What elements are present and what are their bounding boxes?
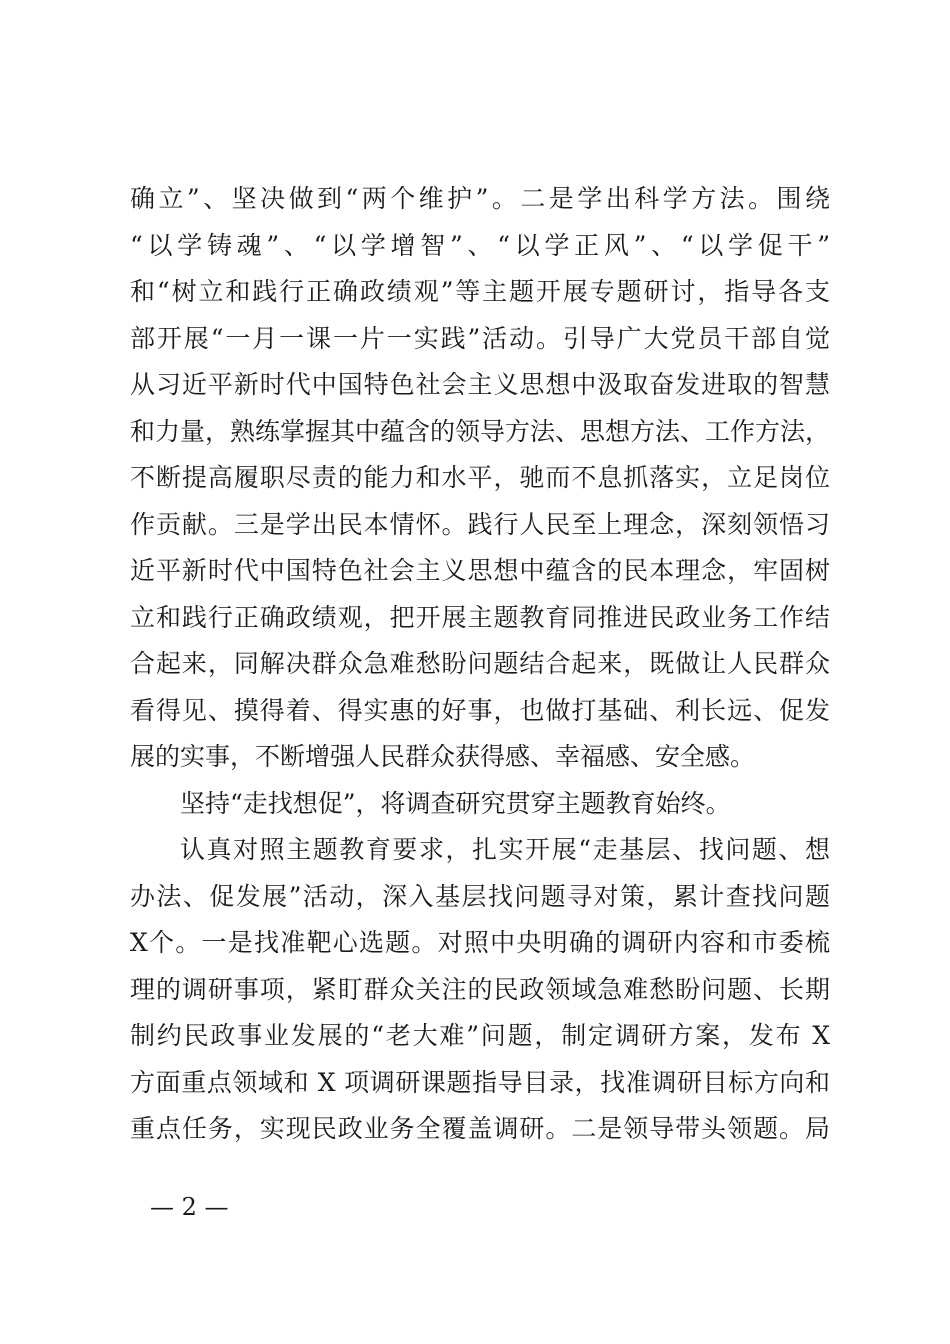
body-text-line: 方面重点领域和 X 项调研课题指导目录，找准调研目标方向和 [130, 1068, 830, 1097]
body-text-line: 办法、促发展”活动，深入基层找问题寻对策，累计查找问题 [130, 882, 830, 911]
body-text-line: 和“树立和践行正确政绩观”等主题开展专题研讨，指导各支 [130, 277, 830, 306]
body-text-line: 重点任务，实现民政业务全覆盖调研。二是领导带头领题。局 [130, 1114, 830, 1143]
body-text-line: 近平新时代中国特色社会主义思想中蕴含的民本理念，牢固树 [130, 556, 830, 585]
body-text-line: 作贡献。三是学出民本情怀。践行人民至上理念，深刻领悟习 [130, 510, 830, 539]
body-text-line: 部开展“一月一课一片一实践”活动。引导广大党员干部自觉 [130, 324, 830, 353]
body-text-line: 立和践行正确政绩观，把开展主题教育同推进民政业务工作结 [130, 603, 830, 632]
body-text-line: 确立”、坚决做到“两个维护”。二是学出科学方法。围绕 [130, 184, 830, 213]
body-text-line: 看得见、摸得着、得实惠的好事，也做打基础、利长远、促发 [130, 696, 830, 725]
paragraph-first-line: 认真对照主题教育要求，扎实开展“走基层、找问题、想 [180, 835, 830, 864]
body-text-line: 不断提高履职尽责的能力和水平，驰而不息抓落实，立足岗位 [130, 463, 830, 492]
body-text-line: 理的调研事项，紧盯群众关注的民政领域急难愁盼问题、长期 [130, 975, 830, 1004]
body-text-line: 制约民政事业发展的“老大难”问题，制定调研方案，发布 X [130, 1021, 830, 1050]
page-number: — 2 — [150, 1193, 229, 1221]
body-text-line: 和力量，熟练掌握其中蕴含的领导方法、思想方法、工作方法， [130, 417, 831, 446]
section-heading: 坚持“走找想促”，将调查研究贯穿主题教育始终。 [180, 789, 731, 818]
body-text-line: 合起来，同解决群众急难愁盼问题结合起来，既做让人民群众 [130, 649, 830, 678]
body-text-line: 从习近平新时代中国特色社会主义思想中汲取奋发进取的智慧 [130, 370, 830, 399]
body-text-line: “以学铸魂”、“以学增智”、“以学正风”、“以学促干” [130, 231, 830, 260]
body-text-line: X个。一是找准靶心选题。对照中央明确的调研内容和市委梳 [130, 928, 830, 957]
body-text-line: 展的实事，不断增强人民群众获得感、幸福感、安全感。 [130, 742, 756, 771]
